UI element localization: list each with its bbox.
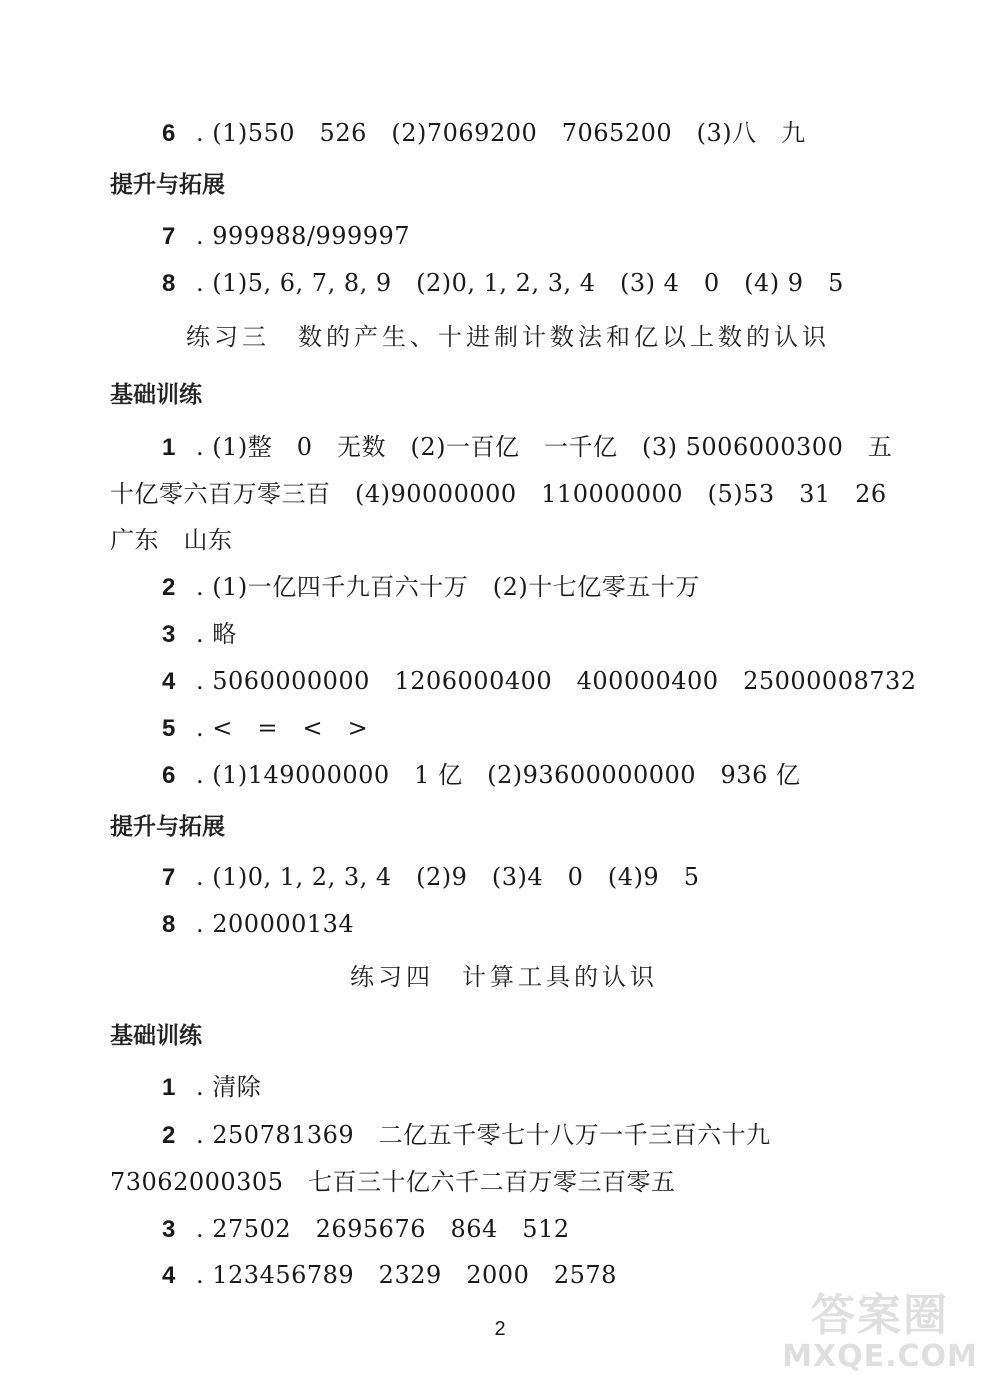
answer-text: . (1)一亿四千九百六十万 (2)十七亿零五十万 [196, 573, 700, 601]
question-number: 2 [162, 1122, 176, 1149]
question-number: 7 [162, 864, 176, 891]
answer-text: . 清除 [196, 1073, 262, 1101]
watermark-title: 答案圈 [811, 1290, 949, 1341]
question-number: 4 [162, 668, 176, 695]
answer-text: . 200000134 [196, 910, 355, 938]
ex3-q2 [162, 572, 700, 603]
section-heading-basic: 基础训练 [110, 382, 202, 408]
question-number: 2 [162, 574, 176, 601]
watermark-url: MXQE.COM [782, 1339, 978, 1374]
answer-text: . (1)0, 1, 2, 3, 4 (2)9 (3)4 0 (4)9 5 [196, 863, 700, 891]
answer-text: . 略 [196, 620, 237, 648]
answer-text: . 27502 2695676 864 512 [196, 1215, 570, 1243]
question-number: 7 [162, 223, 176, 250]
answer-text: . (1)5, 6, 7, 8, 9 (2)0, 1, 2, 3, 4 (3) 4 0 (4) 9 5 [196, 269, 844, 297]
ex3-q5 [162, 713, 368, 744]
question-number: 3 [162, 621, 176, 648]
ex3-q8 [162, 909, 354, 940]
ex3-q7 [162, 862, 699, 893]
watermark-logo [780, 1292, 980, 1382]
ex3-q6 [162, 760, 800, 791]
ex4-q3 [162, 1214, 570, 1245]
ex4-q2-line2: 73062000305 七百三十亿六千二百万零三百零五 [110, 1168, 676, 1196]
question-number: 3 [162, 1216, 176, 1243]
ex3-q4 [162, 666, 917, 697]
answer-text: . (1)整 0 无数 (2)一百亿 一千亿 (3) 5006000300 五 [196, 433, 893, 461]
ex3-q3 [162, 619, 237, 650]
question-number: 8 [162, 270, 176, 297]
answer-text: . 123456789 2329 2000 2578 [196, 1261, 617, 1289]
ex2-q8 [162, 268, 844, 299]
answer-text: . 250781369 二亿五千零七十八万一千三百六十九 [196, 1121, 771, 1149]
ex3-q1-line1 [162, 432, 892, 463]
ex4-q1 [162, 1072, 261, 1103]
question-number: 1 [162, 1074, 176, 1101]
exercise-3-title: 练习三 数的产生、十进制计数法和亿以上数的认识 [186, 323, 830, 351]
page-number: 2 [494, 1318, 506, 1340]
question-number: 8 [162, 911, 176, 938]
question-number: 6 [162, 120, 176, 147]
answer-text: . 999988/999997 [196, 222, 411, 250]
exercise-4-title: 练习四 计算工具的认识 [350, 963, 658, 991]
answer-text: . (1)149000000 1 亿 (2)93600000000 936 亿 [196, 761, 801, 789]
ex2-q7 [162, 221, 410, 252]
question-number: 5 [162, 715, 176, 742]
answer-text: . < = < > [196, 714, 369, 742]
section-heading-extend: 提升与拓展 [110, 172, 225, 198]
answer-text: . 5060000000 1206000400 400000400 25000008732 [196, 667, 917, 695]
ex3-q1-line3: 广东 山东 [110, 526, 233, 554]
ex2-q6 [162, 118, 806, 149]
section-heading-basic: 基础训练 [110, 1023, 202, 1049]
answer-text: . (1)550 526 (2)7069200 7065200 (3)八 九 [196, 119, 806, 147]
ex4-q4 [162, 1260, 617, 1291]
ex4-q2-line1 [162, 1120, 771, 1151]
question-number: 4 [162, 1262, 176, 1289]
question-number: 6 [162, 762, 176, 789]
ex3-q1-line2: 十亿零六百万零三百 (4)90000000 110000000 (5)53 31 26 [110, 480, 887, 508]
question-number: 1 [162, 434, 176, 461]
section-heading-extend: 提升与拓展 [110, 814, 225, 840]
